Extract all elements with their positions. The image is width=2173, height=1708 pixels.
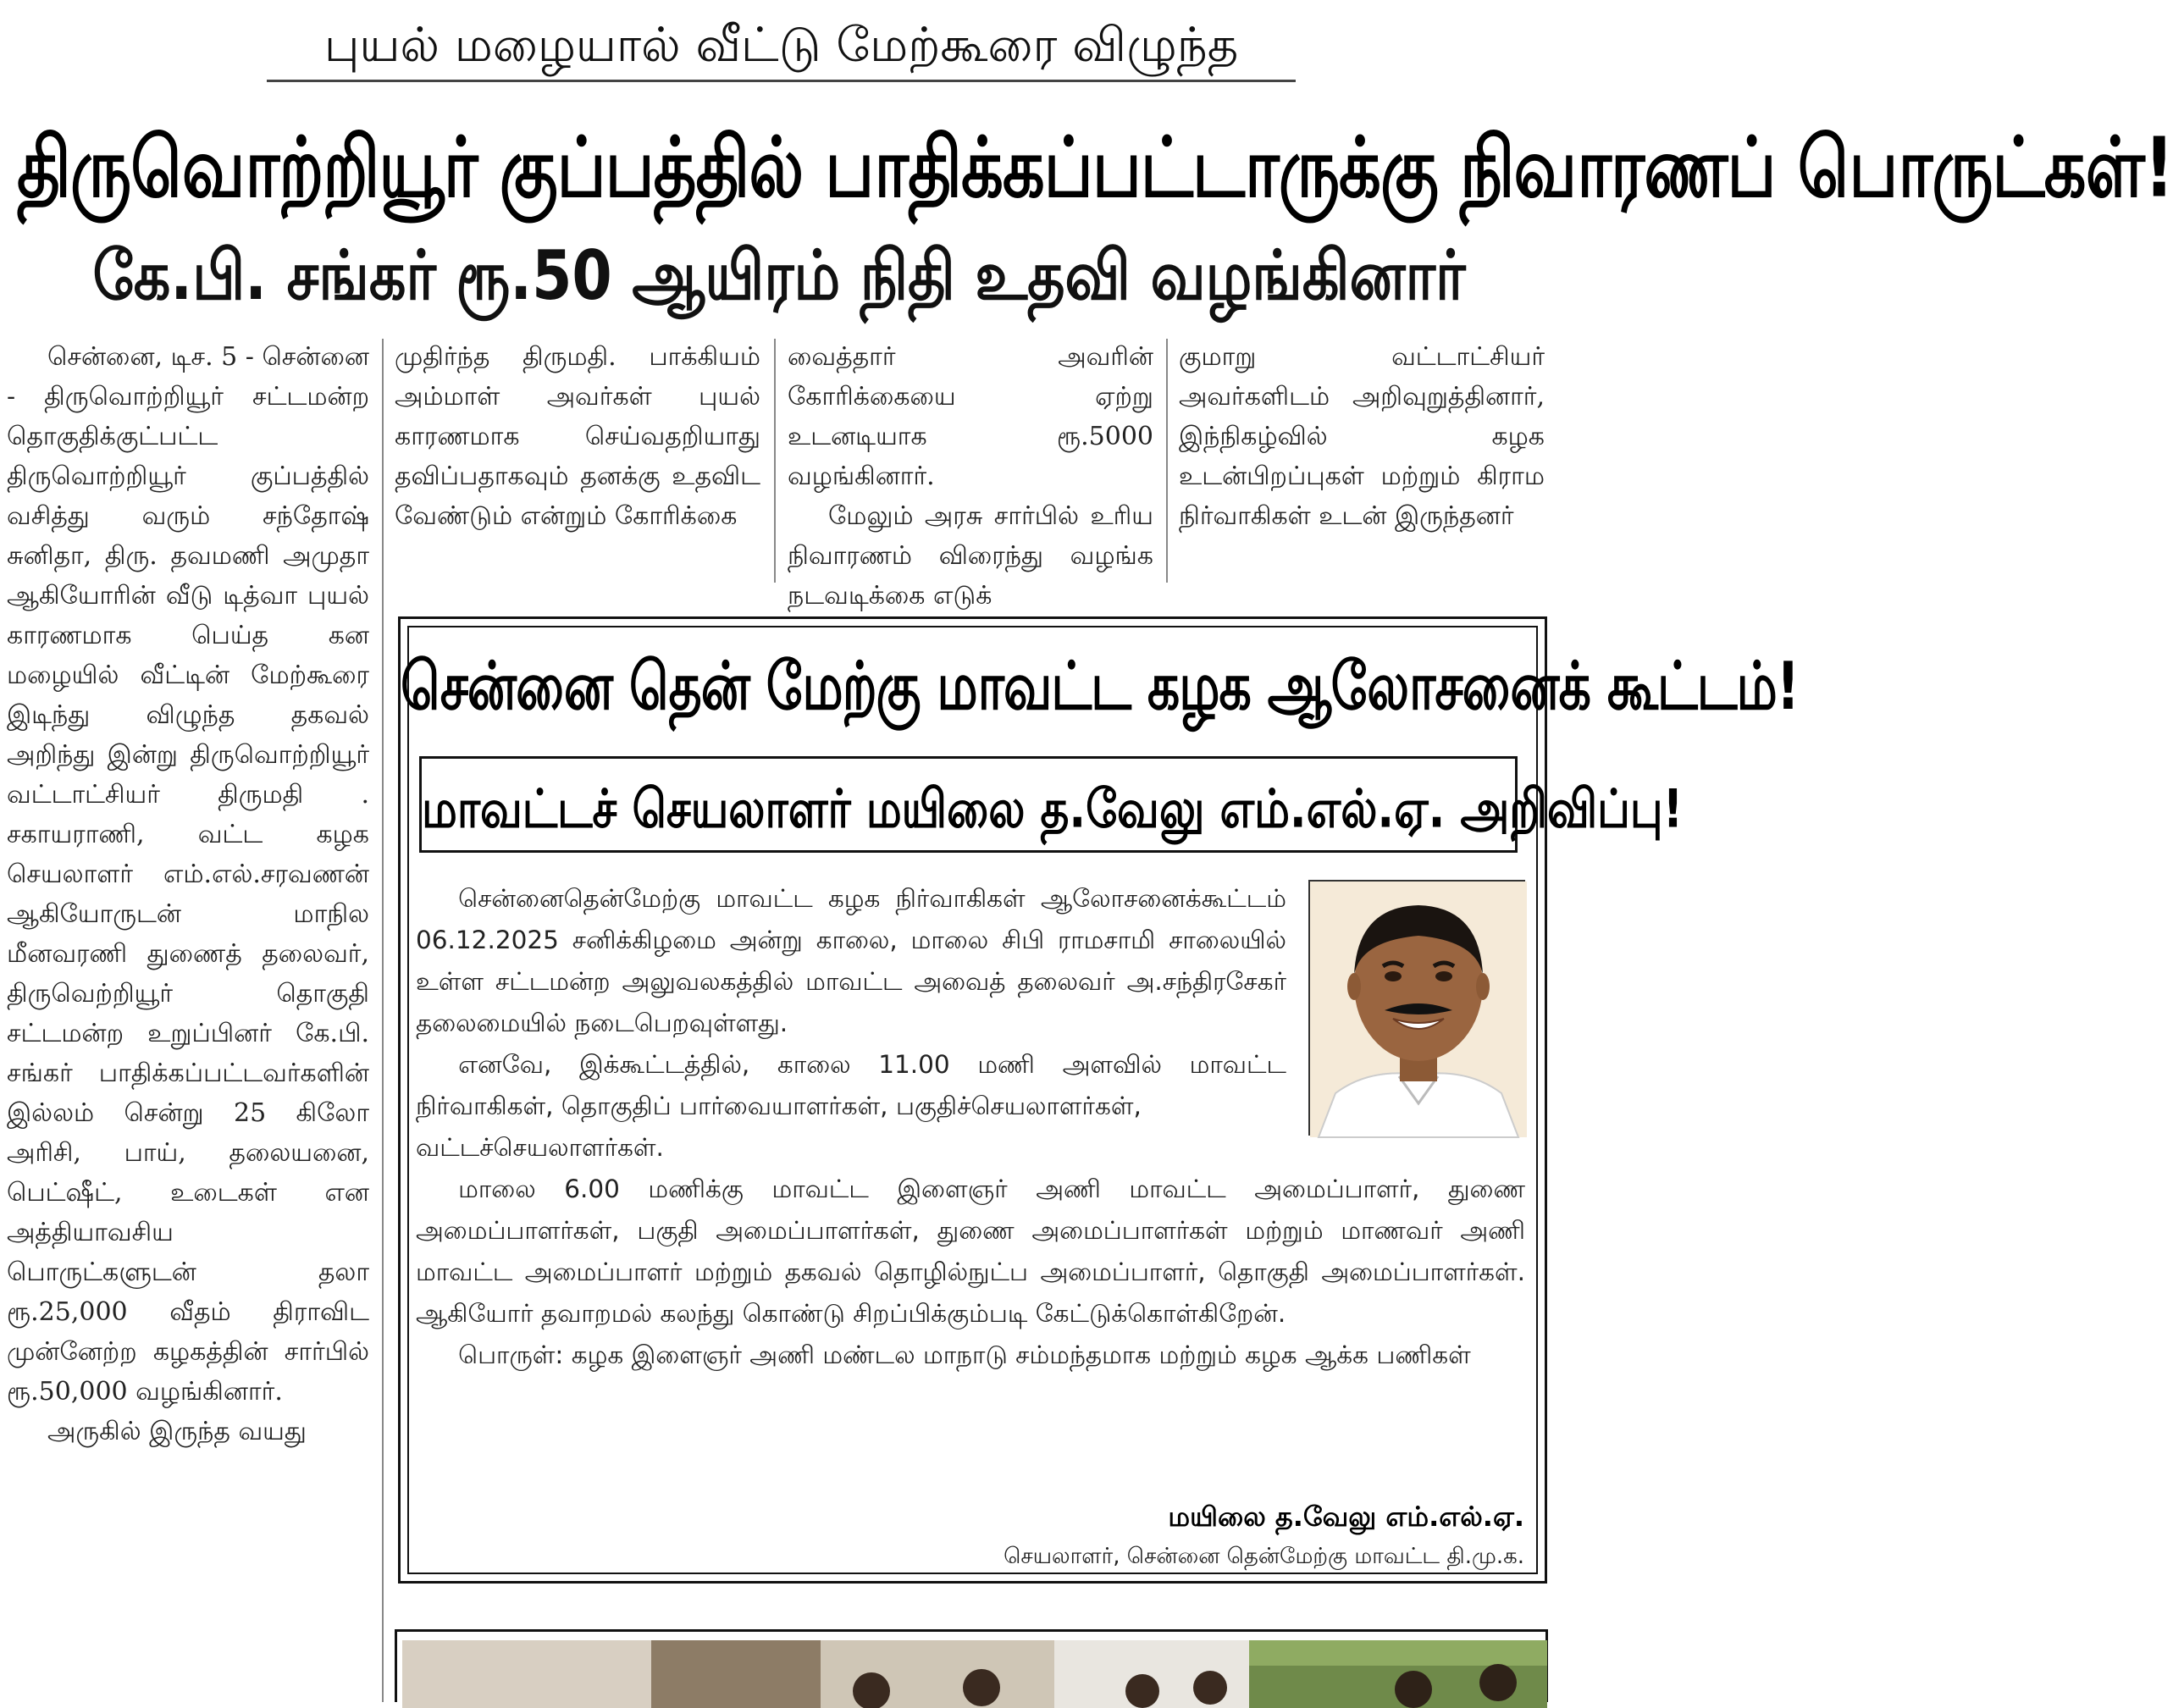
notice-subtitle: மாவட்டச் செயலாளர் மயிலை த.வேலு எம்.எல்.ஏ. அறிவிப்பு! bbox=[422, 779, 1684, 840]
notice-paragraph-4: பொருள்: கழக இளைஞர் அணி மண்டல மாநாடு சம்மந்தமாக மற்றும் கழக ஆக்க பணிகள் bbox=[458, 1340, 1471, 1369]
news-photo-strip bbox=[395, 1629, 1548, 1702]
sub-headline: கே.பி. சங்கர் ரூ.50 ஆயிரம் நிதி உதவி வழங்கினார் bbox=[92, 236, 1466, 317]
article-paragraph: அருகில் இருந்த வயது bbox=[47, 1417, 307, 1446]
notice-body bbox=[416, 878, 1525, 1376]
column-divider bbox=[774, 339, 776, 583]
notice-paragraph-1: சென்னைதென்மேற்கு மாவட்ட கழக நிர்வாகிகள் ஆலோசனைக்கூட்டம் 06.12.2025 சனிக்கிழமை அன்று காலை, மாலை சிபி ராமசாமி சாலையில் உள்ள சட்டமன்ற அலுவலகத்தில் மாவட்ட அவைத் தலைவர் அ.சந்திரசேகர் தலைமையில் நடைபெறவுள்ளது. bbox=[416, 884, 1286, 1037]
article-column-3 bbox=[788, 337, 1153, 611]
column-divider bbox=[382, 339, 384, 1702]
kicker-headline: புயல் மழையால் வீட்டு மேற்கூரை விழுந்த bbox=[267, 12, 1296, 82]
notice-title: சென்னை தென் மேற்கு மாவட்ட கழக ஆலோசனைக் கூட்டம்! bbox=[401, 648, 1800, 726]
notice-paragraph-3: மாலை 6.00 மணிக்கு மாவட்ட இளைஞர் அணி மாவட்ட அமைப்பாளர், துணை அமைப்பாளர்கள், பகுதி அமைப்பாளர்கள், துணை அமைப்பாளர்கள் மற்றும் மாணவர் அணி மாவட்ட அமைப்பாளர் மற்றும் தகவல் தொழில்நுட்ப அமைப்பாளர், தொகுதி அமைப்பாளர்கள். ஆகியோர் தவாறமல் கலந்து கொண்டு சிறப்பிக்கும்படி கேட்டுக்கொள்கிறேன். bbox=[416, 1175, 1525, 1328]
article-column-1 bbox=[7, 337, 369, 1702]
column-divider bbox=[1166, 339, 1168, 583]
notice-paragraph-2: எனவே, இக்கூட்டத்தில், காலை 11.00 மணி அளவில் மாவட்ட நிர்வாகிகள், தொகுதிப் பார்வையாளர்கள், பகுதிச்செயலாளர்கள், bbox=[416, 1050, 1286, 1120]
main-headline: திருவொற்றியூர் குப்பத்தில் பாதிக்கப்பட்டாருக்கு நிவாரணப் பொருட்கள்! bbox=[17, 120, 2173, 216]
article-column-2 bbox=[395, 337, 760, 583]
article-paragraph: சென்னை, டிச. 5 - சென்னை - திருவொற்றியூர் சட்டமன்ற தொகுதிக்குட்பட்ட திருவொற்றியூர் குப்பத்தில் வசித்து வரும் சந்தோஷ் சுனிதா, திரு. தவமணி அமுதா ஆகியோரின் வீடு டித்வா புயல் காரணமாக பெய்த கன மழையில் வீட்டின் மேற்கூரை இடிந்து விழுந்த தகவல் அறிந்து இன்று திருவொற்றியூர் வட்டாட்சியர் திருமதி . சகாயராணி, வட்ட கழக செயலாளர் எம்.எல்.சரவணன் ஆகியோருடன் மாநில மீனவரணி துணைத் தலைவர், திருவெற்றியூர் தொகுதி சட்டமன்ற உறுப்பினர் கே.பி. சங்கர் பாதிக்கப்பட்டவர்களின் இல்லம் சென்று 25 கிலோ அரிசி, பாய், தலையனை, பெட்ஷீட், உடைகள் என அத்தியாவசிய பொருட்களுடன் தலா ரூ.25,000 வீதம் திராவிட முன்னேற்ற கழகத்தின் சார்பில் ரூ.50,000 வழங்கினார். bbox=[7, 342, 369, 1407]
news-photo-illustration bbox=[397, 1632, 1551, 1705]
article-column-4 bbox=[1179, 337, 1545, 583]
article-paragraph: வைத்தார் அவரின் கோரிக்கையை ஏற்று உடனடியாக ரூ.5000 வழங்கினார். bbox=[788, 342, 1153, 491]
signature-name: மயிலை த.வேலு எம்.எல்.ஏ. bbox=[1168, 1501, 1524, 1533]
notice-box bbox=[398, 616, 1800, 1584]
signature-title: செயலாளர், சென்னை தென்மேற்கு மாவட்ட தி.மு.க. bbox=[1004, 1544, 1524, 1569]
article-paragraph: குமாறு வட்டாட்சியர் அவர்களிடம் அறிவுறுத்தினார், இந்நிகழ்வில் கழக உடன்பிறப்புகள் மற்றும் கிராம நிர்வாகிகள் உடன் இருந்தனர் bbox=[1179, 342, 1545, 531]
article-paragraph: முதிர்ந்த திருமதி. பாக்கியம் அம்மாள் அவர்கள் புயல் காரணமாக செய்வதறியாது தவிப்பதாகவும் தனக்கு உதவிட வேண்டும் என்றும் கோரிக்கை bbox=[395, 342, 760, 531]
notice-paragraph-2-end: வட்டச்செயலாளர்கள். bbox=[416, 1133, 664, 1162]
article-paragraph: மேலும் அரசு சார்பில் உரிய நிவாரணம் விரைந்து வழங்க நடவடிக்கை எடுக் bbox=[788, 501, 1153, 611]
notice-subtitle-frame bbox=[419, 756, 1684, 853]
